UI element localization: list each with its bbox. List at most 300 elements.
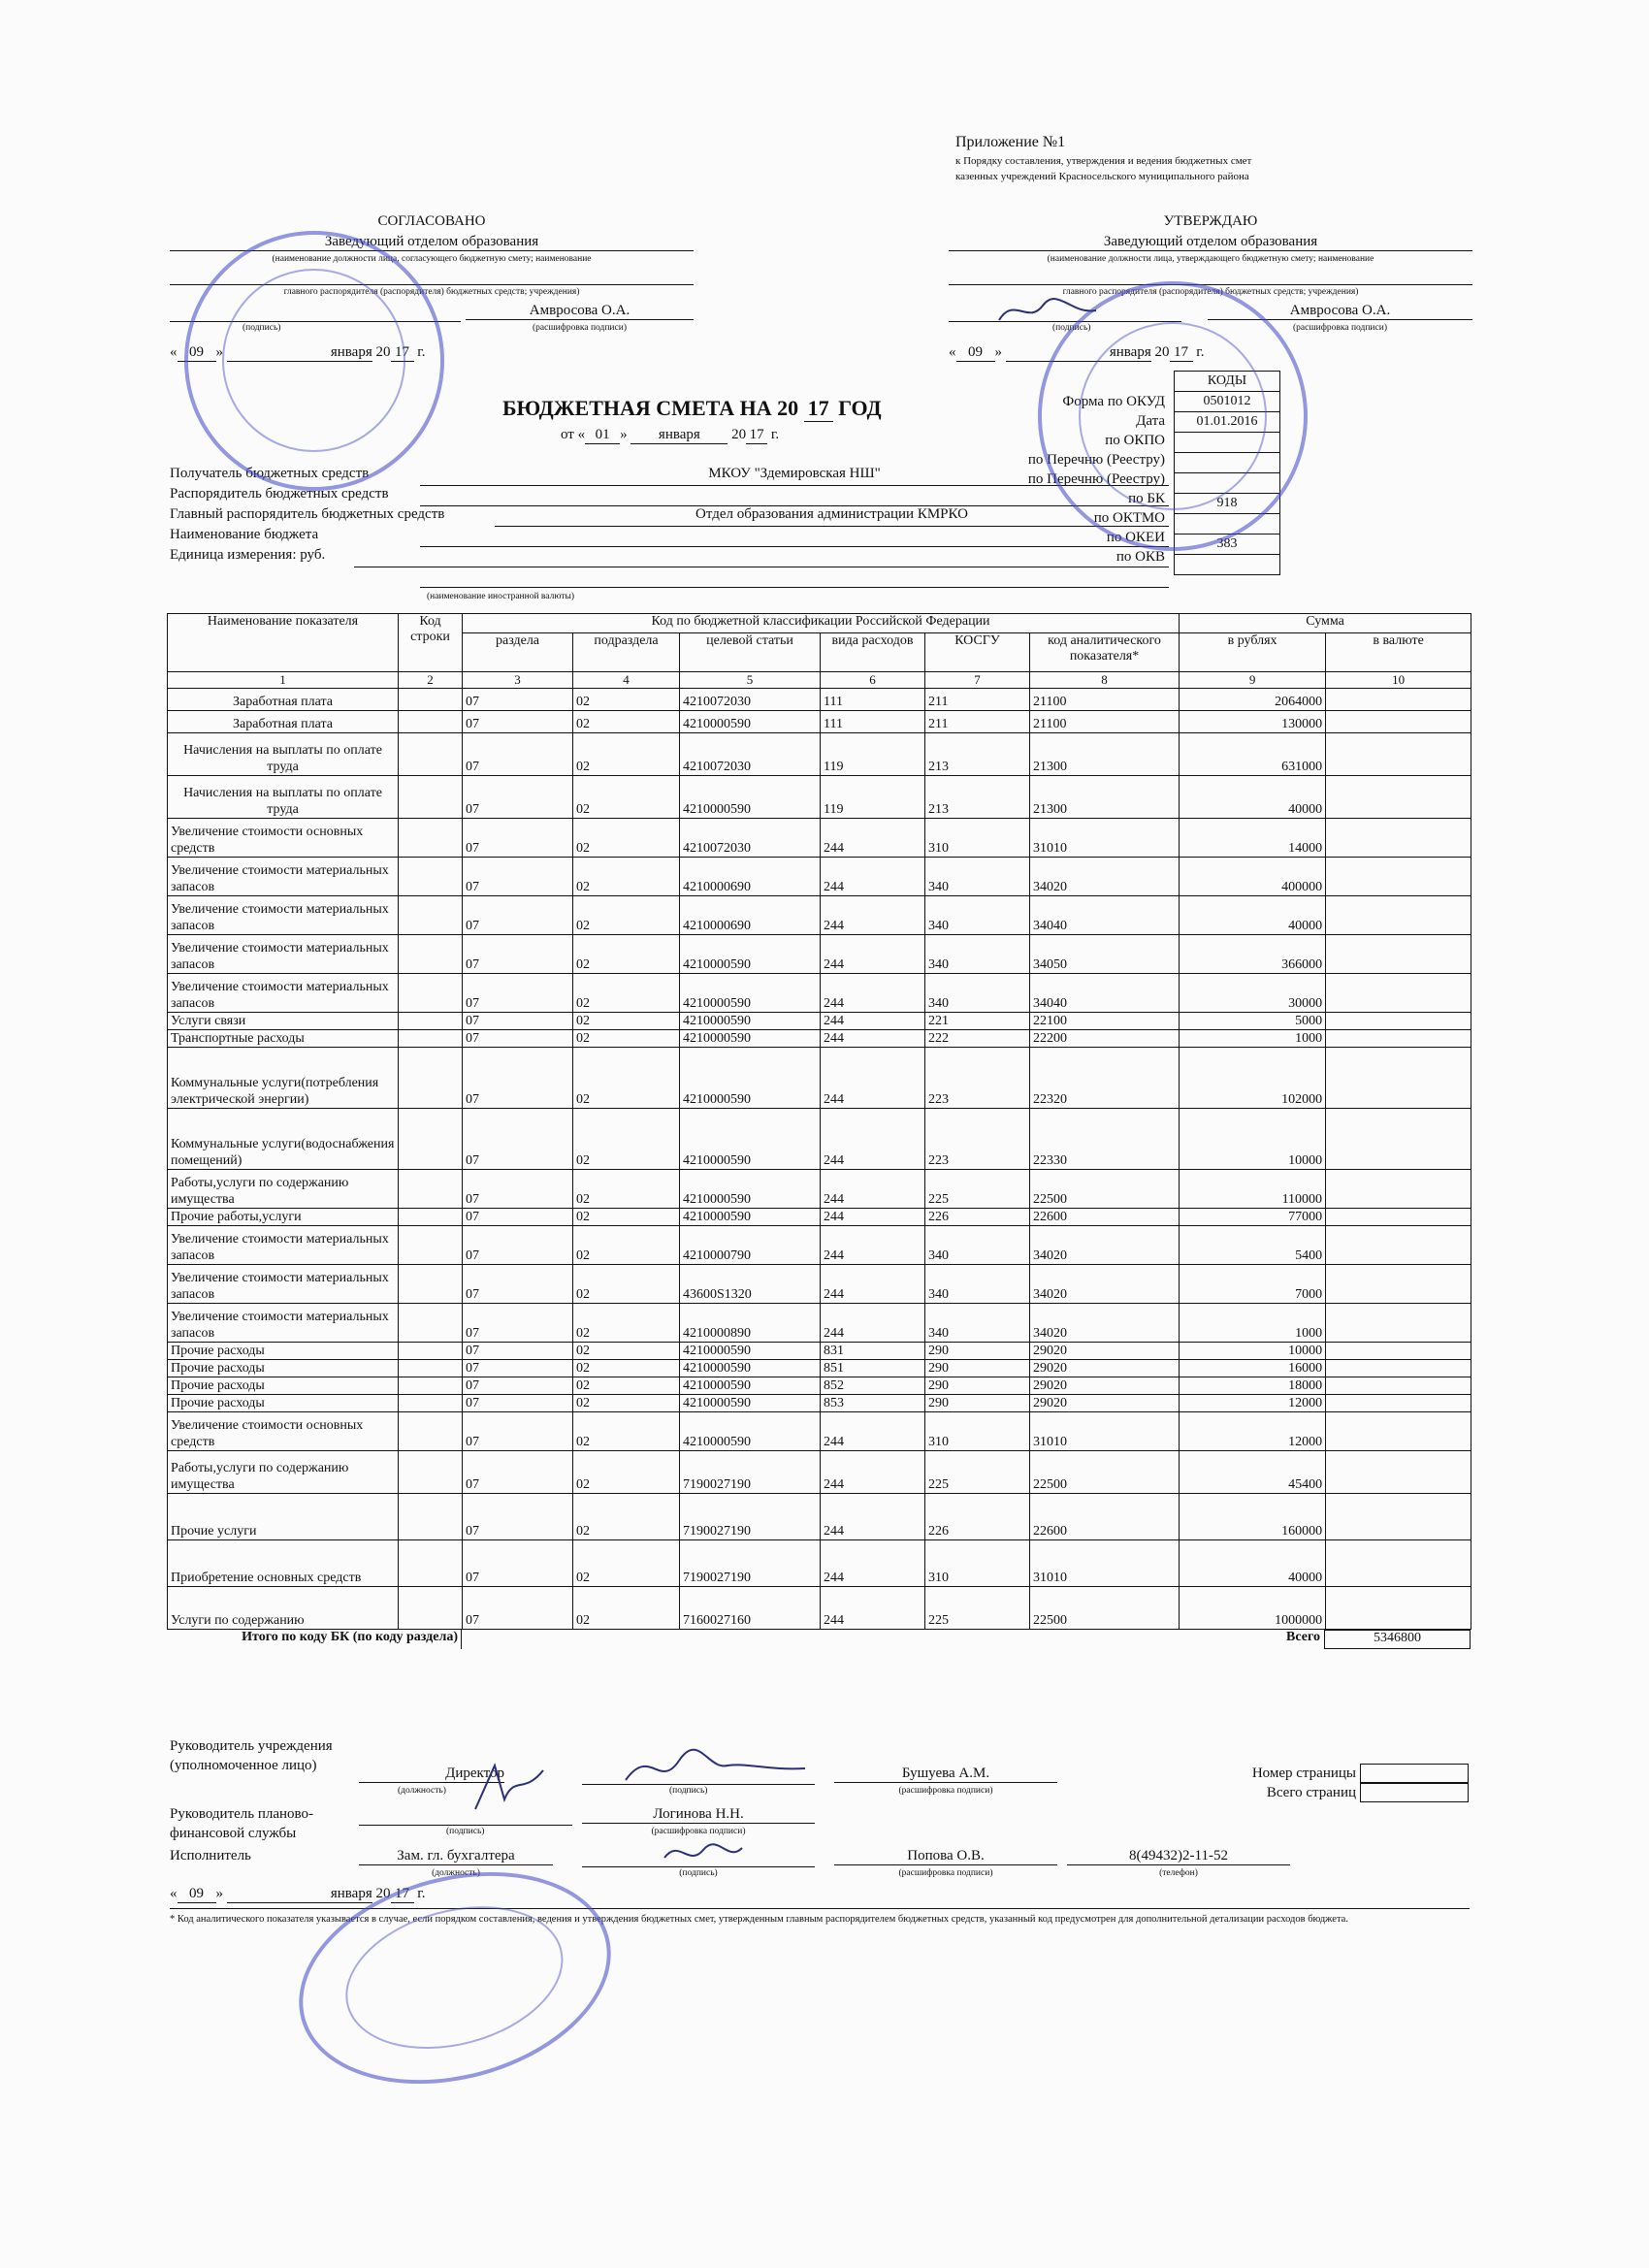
budget-value xyxy=(420,527,1169,547)
head-position-caption: (должность) xyxy=(398,1786,446,1796)
recipient-value: МКОУ "Здемировская НШ" xyxy=(420,466,1169,486)
row-an: 22100 xyxy=(1030,1013,1180,1030)
row-sub: 02 xyxy=(573,1109,680,1170)
header-kind: вида расходов xyxy=(821,633,925,672)
row-name: Заработная плата xyxy=(168,689,399,711)
currency-value xyxy=(420,567,1169,588)
doc-date-month: января xyxy=(630,427,728,444)
row-sec: 07 xyxy=(463,1304,573,1343)
total-value: 5346800 xyxy=(1324,1630,1471,1649)
row-name: Услуги по содержанию xyxy=(168,1587,399,1630)
column-number: 3 xyxy=(463,672,573,689)
row-sec: 07 xyxy=(463,1395,573,1412)
code-label: Форма по ОКУД xyxy=(1062,394,1165,409)
code-label: Дата xyxy=(1136,413,1165,429)
executor-label: Исполнитель xyxy=(170,1848,251,1863)
code-label: по ОКВ xyxy=(1116,549,1165,565)
codes-header: КОДЫ xyxy=(1175,372,1280,392)
pages-total-label: Всего страниц xyxy=(1266,1785,1356,1800)
row-name: Прочие расходы xyxy=(168,1360,399,1377)
executor-sign-caption: (подпись) xyxy=(679,1868,718,1878)
row-sec: 07 xyxy=(463,1013,573,1030)
row-sum: 10000 xyxy=(1180,1343,1326,1360)
row-sub: 02 xyxy=(573,689,680,711)
row-name: Увеличение стоимости материальных запасов xyxy=(168,1226,399,1265)
row-target: 4210000590 xyxy=(680,1395,821,1412)
table-row xyxy=(168,1360,1471,1377)
agreed-name-caption: (расшифровка подписи) xyxy=(533,323,627,333)
executor-phone: 8(49432)2-11-52 xyxy=(1067,1848,1290,1865)
table-row xyxy=(168,1343,1471,1360)
row-currency xyxy=(1326,858,1471,896)
row-kosgu: 290 xyxy=(925,1377,1030,1395)
row-an: 34020 xyxy=(1030,1304,1180,1343)
table-row xyxy=(168,1209,1471,1226)
table-row xyxy=(168,1170,1471,1209)
head-sign-caption: (подпись) xyxy=(669,1786,708,1796)
row-code xyxy=(399,1587,463,1630)
row-currency xyxy=(1326,1265,1471,1304)
approved-caption-1: (наименование должности лица, утверждающего бюджетную смету; наименование xyxy=(1047,254,1374,264)
row-an: 22500 xyxy=(1030,1587,1180,1630)
doc-title xyxy=(502,396,882,422)
row-target: 4210000590 xyxy=(680,1030,821,1048)
row-sec: 07 xyxy=(463,819,573,858)
row-code xyxy=(399,1109,463,1170)
row-kosgu: 290 xyxy=(925,1395,1030,1412)
row-target: 4210000590 xyxy=(680,1412,821,1451)
row-sub: 02 xyxy=(573,1395,680,1412)
row-sum: 5000 xyxy=(1180,1013,1326,1030)
row-an: 21100 xyxy=(1030,689,1180,711)
row-target: 4210000590 xyxy=(680,935,821,974)
row-sum: 366000 xyxy=(1180,935,1326,974)
row-sub: 02 xyxy=(573,711,680,733)
row-sec: 07 xyxy=(463,1587,573,1630)
signature-date-year: 17 xyxy=(391,1886,414,1903)
row-target: 4210000790 xyxy=(680,1226,821,1265)
footnote: * Код аналитического показателя указывается в случае, если порядком составления, ведения и утверждения бюджетных смет, утвержденным главным распорядителем бюджетных средств, указанный код предусмотрен для дополнительной детализации расходов бюджета. xyxy=(170,1914,1348,1925)
row-sum: 12000 xyxy=(1180,1412,1326,1451)
row-name: Прочие расходы xyxy=(168,1395,399,1412)
executor-phone-caption: (телефон) xyxy=(1159,1868,1198,1878)
row-kosgu: 340 xyxy=(925,1304,1030,1343)
table-row xyxy=(168,1048,1471,1109)
row-kind: 244 xyxy=(821,819,925,858)
row-kind: 851 xyxy=(821,1360,925,1377)
row-sec: 07 xyxy=(463,689,573,711)
table-row xyxy=(168,1494,1471,1540)
row-sub: 02 xyxy=(573,1377,680,1395)
head-signature-icon xyxy=(621,1741,815,1795)
main-manager-row xyxy=(170,506,1169,527)
approved-position: Заведующий отделом образования xyxy=(949,234,1472,251)
row-code xyxy=(399,1304,463,1343)
row-name: Прочие расходы xyxy=(168,1377,399,1395)
row-kind: 244 xyxy=(821,1451,925,1494)
row-currency xyxy=(1326,711,1471,733)
row-an: 34020 xyxy=(1030,1226,1180,1265)
row-kind: 244 xyxy=(821,1265,925,1304)
row-code xyxy=(399,1494,463,1540)
code-value: 383 xyxy=(1175,535,1280,555)
row-sec: 07 xyxy=(463,896,573,935)
main-manager-value: Отдел образования администрации КМРКО xyxy=(495,506,1169,527)
row-an: 29020 xyxy=(1030,1377,1180,1395)
row-sum: 14000 xyxy=(1180,819,1326,858)
row-currency xyxy=(1326,1013,1471,1030)
row-target: 4210000590 xyxy=(680,1013,821,1030)
row-kosgu: 225 xyxy=(925,1587,1030,1630)
row-kosgu: 223 xyxy=(925,1109,1030,1170)
total-label: Всего xyxy=(1286,1630,1320,1644)
header-cur: в валюте xyxy=(1326,633,1471,672)
table-row xyxy=(168,1587,1471,1630)
row-name: Увеличение стоимости материальных запасов xyxy=(168,896,399,935)
row-sub: 02 xyxy=(573,935,680,974)
row-kosgu: 221 xyxy=(925,1013,1030,1030)
row-sum: 30000 xyxy=(1180,974,1326,1013)
row-currency xyxy=(1326,1540,1471,1587)
finance-name: Логинова Н.Н. xyxy=(582,1806,815,1824)
column-number: 5 xyxy=(680,672,821,689)
row-code xyxy=(399,776,463,819)
row-name: Коммунальные услуги(водоснабжения помещений) xyxy=(168,1109,399,1170)
row-sub: 02 xyxy=(573,1013,680,1030)
row-an: 22500 xyxy=(1030,1451,1180,1494)
row-sec: 07 xyxy=(463,1030,573,1048)
header-subsection: подраздела xyxy=(573,633,680,672)
row-currency xyxy=(1326,776,1471,819)
row-target: 4210000590 xyxy=(680,1170,821,1209)
head-label-2: (уполномоченное лицо) xyxy=(170,1758,317,1773)
row-sub: 02 xyxy=(573,858,680,896)
head-label-1: Руководитель учреждения xyxy=(170,1738,333,1754)
manager-value xyxy=(420,486,1169,506)
row-name: Приобретение основных средств xyxy=(168,1540,399,1587)
row-target: 4210072030 xyxy=(680,733,821,776)
row-kosgu: 290 xyxy=(925,1360,1030,1377)
row-sum: 40000 xyxy=(1180,776,1326,819)
code-label: по БК xyxy=(1128,491,1165,506)
row-target: 4210000590 xyxy=(680,1209,821,1226)
agreed-date-day: 09 xyxy=(178,344,216,362)
agreed-date-month: января xyxy=(227,344,372,362)
row-an: 22600 xyxy=(1030,1209,1180,1226)
row-kind: 244 xyxy=(821,1412,925,1451)
agreed-date-year: 17 xyxy=(391,344,414,362)
row-currency xyxy=(1326,689,1471,711)
row-target: 4210000590 xyxy=(680,1048,821,1109)
row-kosgu: 226 xyxy=(925,1209,1030,1226)
row-kosgu: 211 xyxy=(925,689,1030,711)
table-row xyxy=(168,1030,1471,1048)
row-kind: 244 xyxy=(821,1030,925,1048)
budget-label: Наименование бюджета xyxy=(170,527,319,542)
row-code xyxy=(399,974,463,1013)
row-target: 7190027190 xyxy=(680,1540,821,1587)
agreed-position: Заведующий отделом образования xyxy=(170,234,694,251)
row-an: 29020 xyxy=(1030,1395,1180,1412)
row-an: 31010 xyxy=(1030,819,1180,858)
row-sum: 102000 xyxy=(1180,1048,1326,1109)
row-an: 22200 xyxy=(1030,1030,1180,1048)
page-number-label: Номер страницы xyxy=(1251,1766,1356,1781)
row-target: 4210000690 xyxy=(680,896,821,935)
row-kind: 119 xyxy=(821,776,925,819)
row-target: 43600S1320 xyxy=(680,1265,821,1304)
row-sec: 07 xyxy=(463,858,573,896)
executor-name-caption: (расшифровка подписи) xyxy=(898,1868,993,1878)
row-code xyxy=(399,1030,463,1048)
code-value xyxy=(1175,555,1280,575)
row-name: Начисления на выплаты по оплате труда xyxy=(168,733,399,776)
row-name: Увеличение стоимости материальных запасов xyxy=(168,974,399,1013)
row-code xyxy=(399,711,463,733)
row-kosgu: 340 xyxy=(925,1226,1030,1265)
table-row xyxy=(168,1304,1471,1343)
row-kosgu: 310 xyxy=(925,819,1030,858)
row-sub: 02 xyxy=(573,1170,680,1209)
row-currency xyxy=(1326,1587,1471,1630)
row-kind: 244 xyxy=(821,1170,925,1209)
row-sum: 2064000 xyxy=(1180,689,1326,711)
row-target: 7190027190 xyxy=(680,1494,821,1540)
row-sec: 07 xyxy=(463,935,573,974)
doc-date: от « 01 » января 20 17 г. xyxy=(561,427,780,442)
row-currency xyxy=(1326,1030,1471,1048)
row-an: 22320 xyxy=(1030,1048,1180,1109)
main-manager-label: Главный распорядитель бюджетных средств xyxy=(170,506,445,522)
row-name: Прочие работы,услуги xyxy=(168,1209,399,1226)
row-sum: 16000 xyxy=(1180,1360,1326,1377)
doc-date-suffix: г. xyxy=(770,427,780,442)
row-name: Работы,услуги по содержанию имущества xyxy=(168,1451,399,1494)
row-target: 4210000590 xyxy=(680,1343,821,1360)
row-sum: 1000000 xyxy=(1180,1587,1326,1630)
agreed-date: « 09 » января 20 17 г. xyxy=(170,344,426,360)
page-number-box xyxy=(1360,1764,1469,1783)
row-sub: 02 xyxy=(573,1265,680,1304)
row-name: Транспортные расходы xyxy=(168,1030,399,1048)
row-code xyxy=(399,1226,463,1265)
row-kind: 244 xyxy=(821,1587,925,1630)
row-currency xyxy=(1326,1304,1471,1343)
row-code xyxy=(399,1048,463,1109)
row-sec: 07 xyxy=(463,1451,573,1494)
code-value: 0501012 xyxy=(1175,392,1280,412)
row-code xyxy=(399,1451,463,1494)
recipient-label: Получатель бюджетных средств xyxy=(170,466,370,481)
row-sub: 02 xyxy=(573,1030,680,1048)
row-name: Коммунальные услуги(потребления электрической энергии) xyxy=(168,1048,399,1109)
doc-date-year: 17 xyxy=(746,427,767,444)
currency-row xyxy=(170,567,1169,588)
row-code xyxy=(399,1540,463,1587)
row-sec: 07 xyxy=(463,1412,573,1451)
table-row xyxy=(168,819,1471,858)
row-currency xyxy=(1326,1412,1471,1451)
row-sec: 07 xyxy=(463,974,573,1013)
row-currency xyxy=(1326,1451,1471,1494)
row-kosgu: 340 xyxy=(925,896,1030,935)
approved-date: « 09 » января 20 17 г. xyxy=(949,344,1205,360)
row-kosgu: 340 xyxy=(925,858,1030,896)
row-kind: 244 xyxy=(821,935,925,974)
agreed-caption-1: (наименование должности лица, согласующего бюджетную смету; наименование xyxy=(272,254,592,264)
executor-signature-icon xyxy=(660,1838,747,1867)
row-sub: 02 xyxy=(573,1209,680,1226)
row-currency xyxy=(1326,1494,1471,1540)
row-target: 4210000690 xyxy=(680,858,821,896)
column-number: 6 xyxy=(821,672,925,689)
column-number: 1 xyxy=(168,672,399,689)
table-row xyxy=(168,1451,1471,1494)
currency-caption: (наименование иностранной валюты) xyxy=(427,592,574,601)
header-kosgu: КОСГУ xyxy=(925,633,1030,672)
row-kosgu: 340 xyxy=(925,935,1030,974)
row-an: 22330 xyxy=(1030,1109,1180,1170)
row-kind: 244 xyxy=(821,974,925,1013)
approved-date-year: 17 xyxy=(1170,344,1193,362)
executor-position: Зам. гл. бухгалтера xyxy=(359,1848,553,1865)
code-label: по Перечню (Реестру) xyxy=(1027,452,1165,468)
header-rub: в рублях xyxy=(1180,633,1326,672)
doc-title-suffix: ГОД xyxy=(838,396,882,420)
row-target: 4210000590 xyxy=(680,1377,821,1395)
row-code xyxy=(399,1170,463,1209)
row-target: 4210000590 xyxy=(680,711,821,733)
total-by-section-label: Итого по коду БК (по коду раздела) xyxy=(167,1630,462,1649)
column-numbers-row xyxy=(168,672,1471,689)
row-code xyxy=(399,733,463,776)
table-row xyxy=(168,935,1471,974)
row-name: Увеличение стоимости основных средств xyxy=(168,1412,399,1451)
row-sec: 07 xyxy=(463,1343,573,1360)
row-kosgu: 211 xyxy=(925,711,1030,733)
row-sum: 18000 xyxy=(1180,1377,1326,1395)
row-currency xyxy=(1326,1048,1471,1109)
row-sub: 02 xyxy=(573,1304,680,1343)
row-sum: 45400 xyxy=(1180,1451,1326,1494)
doc-date-prefix: от « xyxy=(561,427,586,442)
row-sum: 40000 xyxy=(1180,1540,1326,1587)
row-currency xyxy=(1326,896,1471,935)
row-kind: 111 xyxy=(821,711,925,733)
row-currency xyxy=(1326,733,1471,776)
table-row xyxy=(168,1226,1471,1265)
finance-name-caption: (расшифровка подписи) xyxy=(651,1827,746,1836)
row-name: Увеличение стоимости материальных запасов xyxy=(168,1265,399,1304)
row-target: 4210000890 xyxy=(680,1304,821,1343)
table-row xyxy=(168,776,1471,819)
manager-label: Распорядитель бюджетных средств xyxy=(170,486,389,502)
table-row xyxy=(168,711,1471,733)
row-target: 4210000590 xyxy=(680,1360,821,1377)
row-sum: 5400 xyxy=(1180,1226,1326,1265)
row-sec: 07 xyxy=(463,776,573,819)
row-kosgu: 290 xyxy=(925,1343,1030,1360)
unit-value xyxy=(354,547,1169,567)
column-number: 4 xyxy=(573,672,680,689)
row-target: 4210072030 xyxy=(680,819,821,858)
row-code xyxy=(399,1395,463,1412)
row-sub: 02 xyxy=(573,1343,680,1360)
header-code: Код строки xyxy=(399,614,463,672)
row-sum: 7000 xyxy=(1180,1265,1326,1304)
doc-title-prefix: БЮДЖЕТНАЯ СМЕТА НА 20 xyxy=(502,396,799,420)
row-code xyxy=(399,1265,463,1304)
row-name: Заработная плата xyxy=(168,711,399,733)
row-sec: 07 xyxy=(463,1265,573,1304)
row-kind: 244 xyxy=(821,1013,925,1030)
row-an: 31010 xyxy=(1030,1412,1180,1451)
appendix-title: Приложение №1 xyxy=(955,134,1066,150)
row-sub: 02 xyxy=(573,896,680,935)
row-sum: 631000 xyxy=(1180,733,1326,776)
signature-date-month: января xyxy=(227,1886,372,1903)
row-kosgu: 225 xyxy=(925,1170,1030,1209)
row-target: 4210000590 xyxy=(680,974,821,1013)
row-kosgu: 213 xyxy=(925,776,1030,819)
row-name: Прочие расходы xyxy=(168,1343,399,1360)
table-row xyxy=(168,974,1471,1013)
row-kosgu: 225 xyxy=(925,1451,1030,1494)
row-kind: 111 xyxy=(821,689,925,711)
row-currency xyxy=(1326,974,1471,1013)
table-row xyxy=(168,689,1471,711)
row-kind: 244 xyxy=(821,1304,925,1343)
doc-date-year-prefix: 20 xyxy=(731,427,747,442)
column-number: 7 xyxy=(925,672,1030,689)
table-row xyxy=(168,733,1471,776)
code-label: по ОКТМО xyxy=(1093,510,1165,526)
row-sub: 02 xyxy=(573,1412,680,1451)
row-kind: 244 xyxy=(821,1226,925,1265)
approved-date-day: 09 xyxy=(956,344,995,362)
row-target: 7190027190 xyxy=(680,1451,821,1494)
table-row xyxy=(168,1377,1471,1395)
row-sub: 02 xyxy=(573,1360,680,1377)
row-target: 4210000590 xyxy=(680,1109,821,1170)
row-name: Прочие услуги xyxy=(168,1494,399,1540)
row-kosgu: 226 xyxy=(925,1494,1030,1540)
row-an: 21300 xyxy=(1030,776,1180,819)
row-kind: 244 xyxy=(821,1494,925,1540)
finance-sign-caption: (подпись) xyxy=(446,1827,485,1836)
approved-name-caption: (расшифровка подписи) xyxy=(1293,323,1387,333)
agreed-heading: СОГЛАСОВАНО xyxy=(377,213,486,229)
row-code xyxy=(399,935,463,974)
head-name: Бушуева А.М. xyxy=(834,1766,1057,1783)
row-sum: 1000 xyxy=(1180,1030,1326,1048)
column-number: 10 xyxy=(1326,672,1471,689)
doc-title-year: 17 xyxy=(804,396,833,422)
row-kind: 853 xyxy=(821,1395,925,1412)
table-row xyxy=(168,1540,1471,1587)
appendix-line-2: казенных учреждений Красносельского муниципального района xyxy=(955,171,1249,182)
finance-sign-line xyxy=(359,1824,572,1826)
header-sum: Сумма xyxy=(1180,614,1471,633)
row-code xyxy=(399,1013,463,1030)
row-sub: 02 xyxy=(573,1587,680,1630)
approved-line xyxy=(949,283,1472,285)
row-currency xyxy=(1326,819,1471,858)
row-kosgu: 213 xyxy=(925,733,1030,776)
row-code xyxy=(399,1377,463,1395)
row-sum: 1000 xyxy=(1180,1304,1326,1343)
table-row xyxy=(168,858,1471,896)
